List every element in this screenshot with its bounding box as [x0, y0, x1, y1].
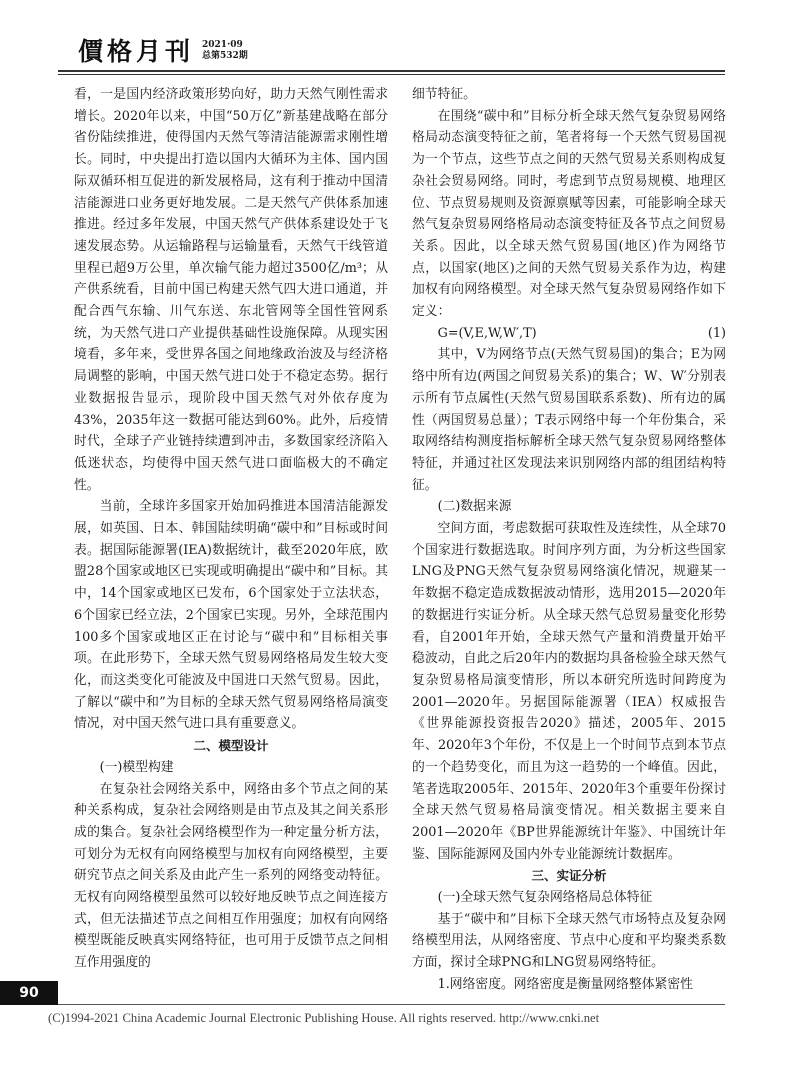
issue-date: 2021·09	[202, 40, 243, 50]
formula-number: (1)	[707, 325, 726, 341]
body-paragraph: 空间方面，考虑数据可获取性及连续性，从全球70个国家进行数据选取。时间序列方面，为分析这些国家LNG及PNG天然气复杂贸易网络演化情况，规避某一年数据不稳定造成数据波动情形，选用2015—2020年的数据进行实证分析。从全球天然气总贸易量变化形势看，自2001年开始，全球天然气产量和消费量开始平稳波动，自此之后20年内的数据均具备检验全球天然气复杂贸易格局演变情形，所以本研究所选时间跨度为2001—2020年。另据国际能源署（IEA）权威报告《世界能源投资报告2020》描述，2005年、2015年、2020年3个年份，不仅是上一个时间节点到本节点的一个趋势变化，而且为这一趋势的一个峰值。因此，笔者选取2005年、2015年、2020年3个重要年份探讨全球天然气贸易格局演变情况。相关数据主要来自2001—2020年《BP世界能源统计年鉴》、中国统计年鉴、国际能源网及国内外专业能源统计数据库。	[412, 521, 726, 862]
header-rule-thick	[58, 70, 725, 72]
body-paragraph: 其中，V为网络节点(天然气贸易国)的集合；E为网络中所有边(两国之间贸易关系)的集合；W、W′分别表示所有节点属性(天然气贸易国联系系数)、所有边的属性（两国贸易总量）；T表示网络中每一个年份集合，采取网络结构测度指标解析全球天然气复杂贸易网络整体特征，并通过社区发现法来识别网络内部的组团结构特征。	[412, 347, 726, 493]
issue-info	[202, 40, 248, 62]
page-number: 90	[0, 981, 58, 1005]
body-paragraph: 细节特征。	[412, 87, 476, 102]
body-paragraph: 在复杂社会网络关系中，网络由多个节点之间的某种关系构成，复杂社会网络则是由节点及其之间关系形成的集合。复杂社会网络模型作为一种定量分析方法，可划分为无权有向网络模型与加权有向网络模型，主要研究节点之间关系及由此产生一系列的网络变动特征。无权有向网络模型虽然可以较好地反映节点之间连接方式，但无法描述节点之间相互作用强度；加权有向网络模型既能反映真实网络特征，也可用于反馈节点之间相互作用强度的	[74, 781, 388, 971]
header-rule-thin	[58, 74, 725, 75]
body-paragraph: 看，一是国内经济政策形势向好，助力天然气刚性需求增长。2020年以来，中国“50万亿”新基建战略在部分省份陆续推进，使得国内天然气等清洁能源需求刚性增长。同时，中央提出打造以国内大循环为主体、国内国际双循环相互促进的新发展格局，这有利于推动中国清洁能源进口业务更好地发展。二是天然气产供体系加速推进。经过多年发展，中国天然气产供体系建设处于飞速发展态势。从运输路程与运输量看，天然气干线管道里程已超9万公里，单次输气能力超过3500亿/m³；从产供系统看，目前中国已构建天然气四大进口通道，并配合西气东输、川气东送、东北管网等全国性管网系统，为天然气进口产业提供基础性设施保障。从现实困境看，多年来，受世界各国之间地缘政治波及与经济格局调整的影响，中国天然气进口处于不稳定态势。据行业数据报告显示，现阶段中国天然气对外依存度为43%，2035年这一数据可能达到60%。此外，后疫情时代，全球子产业链持续遭到冲击，多数国家经济陷入低迷状态，均使得中国天然气进口面临极大的不确定性。	[74, 87, 388, 493]
journal-title: 價格月刊	[78, 37, 195, 66]
body-paragraph: 基于“碳中和”目标下全球天然气市场特点及复杂网络模型用法，从网络密度、节点中心度和平均聚类系数方面，探讨全球PNG和LNG贸易网络特征。	[412, 911, 726, 971]
section-heading: 三、实证分析	[531, 868, 607, 884]
body-paragraph: 当前，全球许多国家开始加码推进本国清洁能源发展，如英国、日本、韩国陆续明确“碳中和”目标或时间表。据国际能源署(IEA)数据统计，截至2020年底，欧盟28个国家或地区已实现或明确提出“碳中和”目标。其中，14个国家或地区已发布，6个国家处于立法状态，6个国家已经立法，2个国家已实现。另外，全球范围内100多个国家或地区正在讨论与“碳中和”目标相关事项。在此形势下，全球天然气贸易网络格局发生较大变化，而这类变化可能波及中国进口天然气贸易。因此，了解以“碳中和”为目标的全球天然气贸易网络格局演变情况，对中国天然气进口具有重要意义。	[74, 499, 388, 732]
right-text-column	[412, 84, 726, 996]
formula: G=(V,E,W,W′,T)	[437, 325, 537, 341]
issue-total: 总第532期	[202, 51, 248, 61]
body-paragraph: 在围绕“碳中和”目标分析全球天然气复杂贸易网络格局动态演变特征之前，笔者将每一个天然气贸易国视为一个节点，这些节点之间的天然气贸易关系则构成复杂社会贸易网络。同时，考虑到节点贸易规模、地理区位、节点贸易规则及资源禀赋等因素，可能影响全球天然气复杂贸易网络格局动态演变特征及各节点之间贸易关系。因此，以全球天然气贸易国(地区)作为网络节点，以国家(地区)之间的天然气贸易关系作为边，构建加权有向网络模型。对全球天然气复杂贸易网络作如下定义：	[412, 108, 726, 320]
left-text-column	[74, 84, 388, 974]
formula-line	[412, 323, 726, 345]
body-paragraph: 1.网络密度。网络密度是衡量网络整体紧密性	[437, 976, 693, 992]
subsection-heading: (二)数据来源	[437, 499, 512, 515]
section-heading: 二、模型设计	[193, 738, 269, 754]
subsection-heading: (一)模型构建	[99, 759, 174, 775]
copyright-notice: (C)1994-2021 China Academic Journal Electronic Publishing House. All rights reserved. http://www.cnki.net	[48, 1011, 600, 1025]
footer-rule	[58, 1004, 725, 1005]
subsection-heading: (一)全球天然气复杂网络格局总体特征	[437, 890, 653, 906]
journal-masthead	[78, 38, 248, 66]
